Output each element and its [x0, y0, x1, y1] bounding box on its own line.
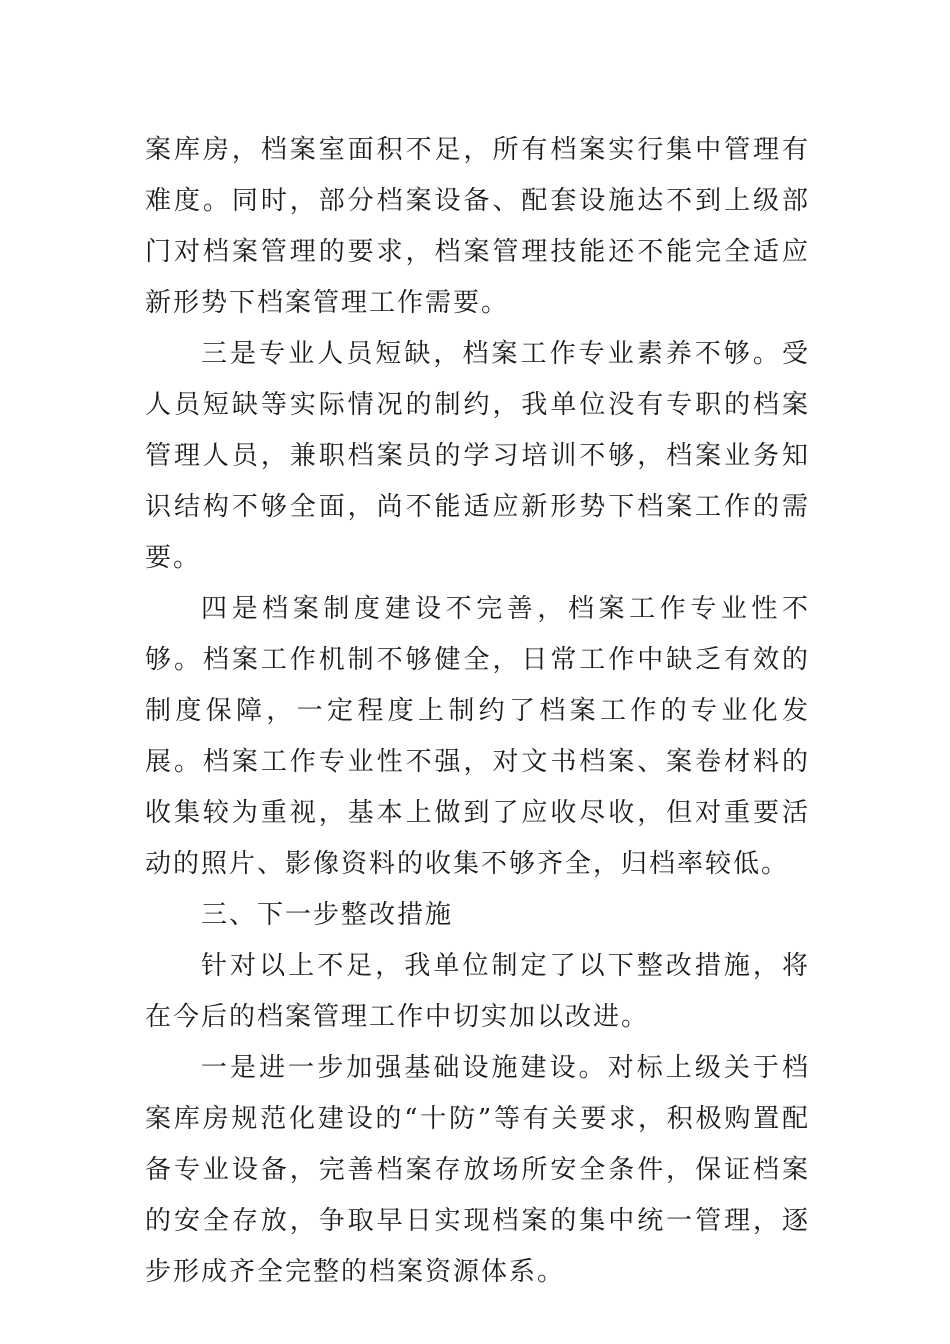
paragraph-continued-facilities: 案库房，档案室面积不足，所有档案实行集中管理有难度。同时，部分档案设备、配套设施达不到上级部门对档案管理的要求，档案管理技能还不能完全适应新形势下档案管理工作需要。 — [145, 135, 810, 318]
section-heading-next-steps: 三、下一步整改措施 — [201, 900, 454, 930]
paragraph-staff-shortage: 三是专业人员短缺，档案工作专业素养不够。受人员短缺等实际情况的制约，我单位没有专职的档案管理人员，兼职档案员的学习培训不够，档案业务知识结构不够全面，尚不能适应新形势下档案工作的需要。 — [145, 339, 810, 573]
paragraph-infrastructure-measure: 一是进一步加强基础设施建设。对标上级关于档案库房规范化建设的“十防”等有关要求，积极购置配备专业设备，完善档案存放场所安全条件，保证档案的安全存放，争取早日实现档案的集中统一管理，逐步形成齐全完整的档案资源体系。 — [145, 1053, 810, 1287]
paragraph-measures-intro: 针对以上不足，我单位制定了以下整改措施，将在今后的档案管理工作中切实加以改进。 — [145, 951, 810, 1032]
paragraph-system-construction: 四是档案制度建设不完善，档案工作专业性不够。档案工作机制不够健全，日常工作中缺乏有效的制度保障，一定程度上制约了档案工作的专业化发展。档案工作专业性不强，对文书档案、案卷材料的收集较为重视，基本上做到了应收尽收，但对重要活动的照片、影像资料的收集不够齐全，归档率较低。 — [145, 594, 810, 879]
document-body — [145, 125, 810, 1298]
